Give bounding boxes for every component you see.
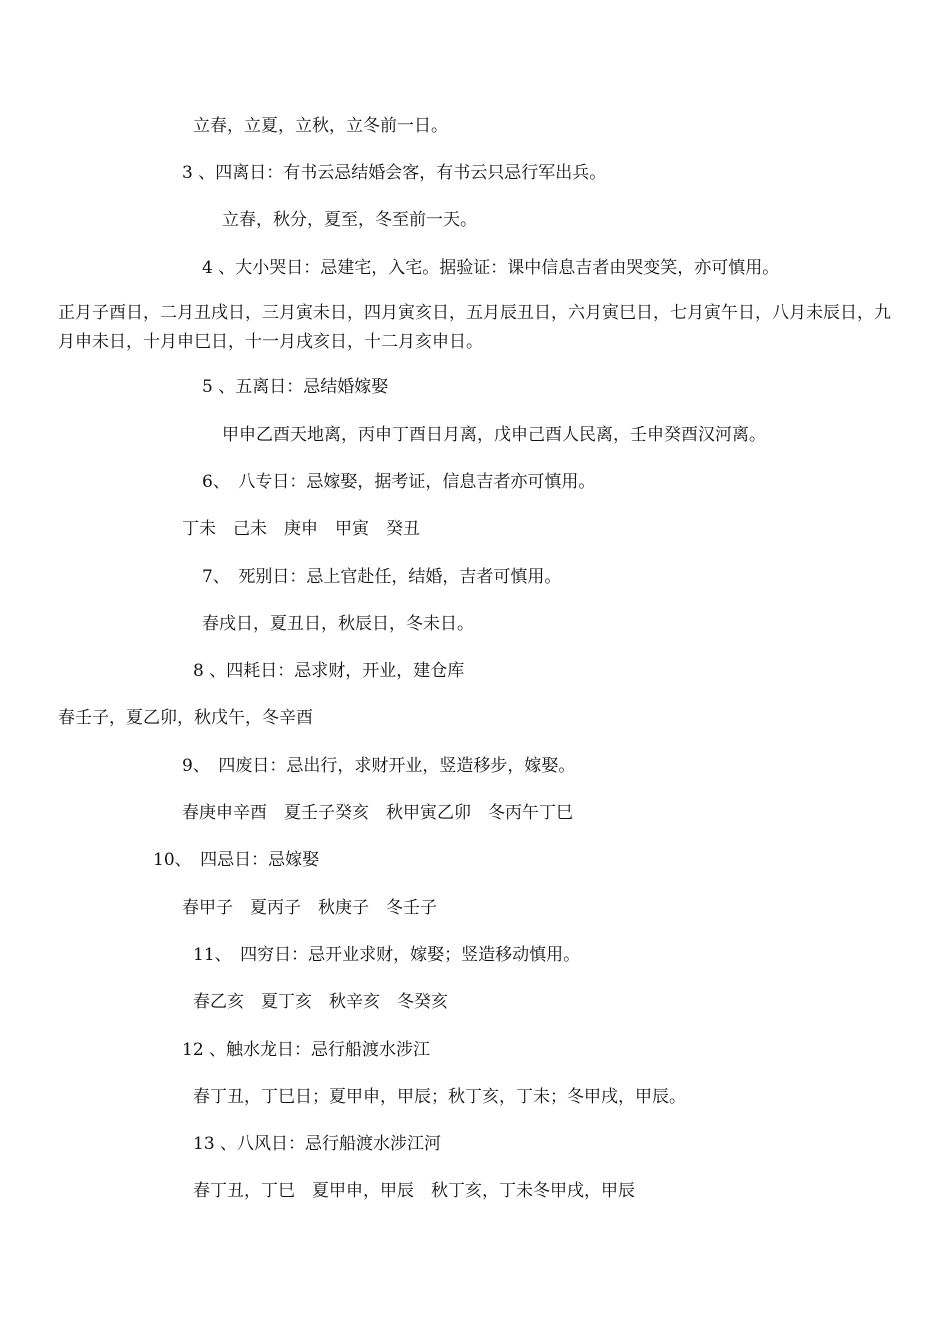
text-line: 春丁丑，丁巳 夏甲申，甲辰 秋丁亥，丁未冬甲戌，甲辰 xyxy=(193,1181,635,1201)
item-heading-3: 3 、四离日：有书云忌结婚会客，有书云只忌行军出兵。 xyxy=(182,163,607,183)
text-line: 甲申乙酉天地离，丙申丁酉日月离，戊申己酉人民离，壬申癸酉汉河离。 xyxy=(222,425,766,445)
text-line: 春乙亥 夏丁亥 秋辛亥 冬癸亥 xyxy=(193,992,448,1012)
item-heading-6: 6、 八专日：忌嫁娶，据考证，信息吉者亦可慎用。 xyxy=(202,472,596,492)
text-paragraph: 正月子酉日，二月丑戌日，三月寅未日，四月寅亥日，五月辰丑日，六月寅巳日，七月寅午日，八月未辰日，九月申未日，十月申巳日，十一月戌亥日，十二月亥申日。 xyxy=(58,303,891,352)
item-heading-7: 7、 死别日：忌上官赴任，结婚，吉者可慎用。 xyxy=(202,567,562,587)
item-heading-13: 13 、八风日：忌行船渡水涉江河 xyxy=(193,1134,442,1154)
item-heading-5: 5 、五离日：忌结婚嫁娶 xyxy=(202,377,389,397)
text-line: 春戌日，夏丑日，秋辰日，冬未日。 xyxy=(202,614,474,634)
text-line: 立春，立夏，立秋，立冬前一日。 xyxy=(193,116,448,136)
item-heading-12: 12 、触水龙日：忌行船渡水涉江 xyxy=(182,1040,431,1060)
text-line: 丁未 己未 庚申 甲寅 癸丑 xyxy=(182,519,420,539)
text-line: 春丁丑，丁巳日；夏甲申，甲辰；秋丁亥，丁未；冬甲戌，甲辰。 xyxy=(193,1087,686,1107)
text-line: 春甲子 夏丙子 秋庚子 冬壬子 xyxy=(182,898,437,918)
item-heading-11: 11、 四穷日：忌开业求财，嫁娶；竖造移动慎用。 xyxy=(193,945,581,965)
text-line: 春壬子，夏乙卯，秋戊午，冬辛酉 xyxy=(58,708,313,728)
item-heading-9: 9、 四废日：忌出行，求财开业，竖造移步，嫁娶。 xyxy=(182,756,576,776)
text-line: 春庚申辛酉 夏壬子癸亥 秋甲寅乙卯 冬丙午丁巳 xyxy=(182,803,573,823)
text-line: 立春，秋分，夏至，冬至前一天。 xyxy=(222,210,477,230)
item-heading-10: 10、 四忌日：忌嫁娶 xyxy=(153,850,320,870)
item-heading-8: 8 、四耗日：忌求财，开业，建仓库 xyxy=(193,661,465,681)
item-heading-4: 4 、大小哭日：忌建宅，入宅。据验证：课中信息吉者由哭变笑，亦可慎用。 xyxy=(202,258,780,278)
